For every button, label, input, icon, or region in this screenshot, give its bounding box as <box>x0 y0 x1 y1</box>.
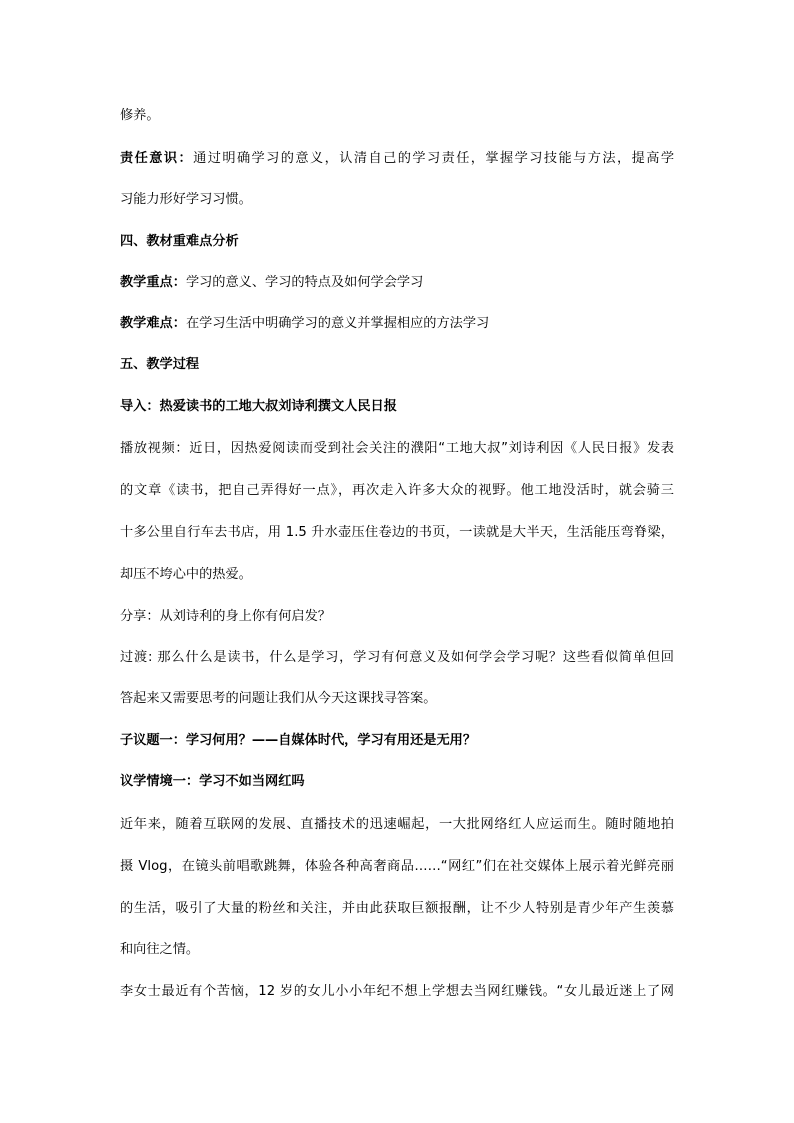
heading-text: 议学情境一：学习不如当网红吗 <box>120 774 305 789</box>
text-span: 修养。 <box>120 108 160 123</box>
text-span: 摄 Vlog，在镜头前唱歌跳舞，体验各种高奢商品……“网红”们在社交媒体上展示着光鲜亮丽 <box>120 859 674 874</box>
text-line <box>120 192 252 208</box>
term-label: 教学重点： <box>120 275 186 290</box>
subsection-heading <box>120 733 476 749</box>
heading-text: 导入：热爱读书的工地大叔刘诗利撰文人民日报 <box>120 399 397 414</box>
text-line <box>120 901 674 917</box>
text-span: 的文章《读书，把自己弄得好一点》，再次走入许多大众的视野。他工地没活时，就会骑三 <box>120 483 674 498</box>
text-line <box>120 650 674 666</box>
text-line <box>120 441 674 457</box>
text-line <box>120 275 423 291</box>
text-span: 却压不垮心中的热爱。 <box>120 567 252 582</box>
text-span: 学习的意义、学习的特点及如何学会学习 <box>185 275 424 290</box>
text-span: 过渡: 那么什么是读书，什么是学习，学习有何意义及如何学会学习呢？这些看似简单但回 <box>120 650 674 665</box>
text-span: 的生活，吸引了大量的粉丝和关注，并由此获取巨额报酬，让不少人特别是青少年产生羡慕 <box>120 901 674 916</box>
term-label: 责任意识： <box>120 151 194 166</box>
text-line <box>120 108 160 124</box>
text-span: 在学习生活中明确学习的意义并掌握相应的方法学习 <box>185 316 490 331</box>
text-line <box>120 942 199 958</box>
subsection-heading <box>120 774 305 790</box>
text-span: 十多公里自行车去书店，用 1.5 升水壶压住卷边的书页，一读就是大半天，生活能压弯脊梁， <box>120 525 674 540</box>
subsection-heading <box>120 399 397 415</box>
text-line <box>120 567 252 583</box>
text-line <box>120 316 489 332</box>
text-line <box>120 984 674 1000</box>
text-span: 和向往之情。 <box>120 942 200 957</box>
text-span: 李女士最近有个苦恼，12 岁的女儿小小年纪不想上学想去当网红赚钱。“女儿最近迷上了网 <box>120 984 674 999</box>
text-line <box>120 817 674 833</box>
text-span: 分享：从刘诗利的身上你有何启发？ <box>120 609 331 624</box>
text-span: 通过明确学习的意义，认清自己的学习责任，掌握学习技能与方法，提高学 <box>193 151 675 166</box>
text-line <box>120 483 674 499</box>
text-span: 播放视频：近日，因热爱阅读而受到社会关注的濮阳“工地大叔”刘诗利因《人民日报》发表 <box>120 441 674 456</box>
text-span: 习能力形好学习习惯。 <box>120 192 252 207</box>
text-span: 近年来，随着互联网的发展、直播技术的迅速崛起，一大批网络红人应运而生。随时随地拍 <box>120 817 674 832</box>
term-label: 教学难点： <box>120 316 186 331</box>
heading-text: 五、教学过程 <box>120 357 200 372</box>
text-line <box>120 525 674 541</box>
section-heading <box>120 357 199 373</box>
text-line <box>120 859 674 875</box>
section-heading <box>120 234 239 250</box>
text-line <box>120 151 674 167</box>
heading-text: 四、教材重难点分析 <box>120 234 239 249</box>
text-line <box>120 691 437 707</box>
text-span: 答起来又需要思考的问题让我们从今天这课找寻答案。 <box>120 691 437 706</box>
heading-text: 子议题一：学习何用？——自媒体时代，学习有用还是无用？ <box>120 733 477 748</box>
text-line <box>120 609 331 625</box>
